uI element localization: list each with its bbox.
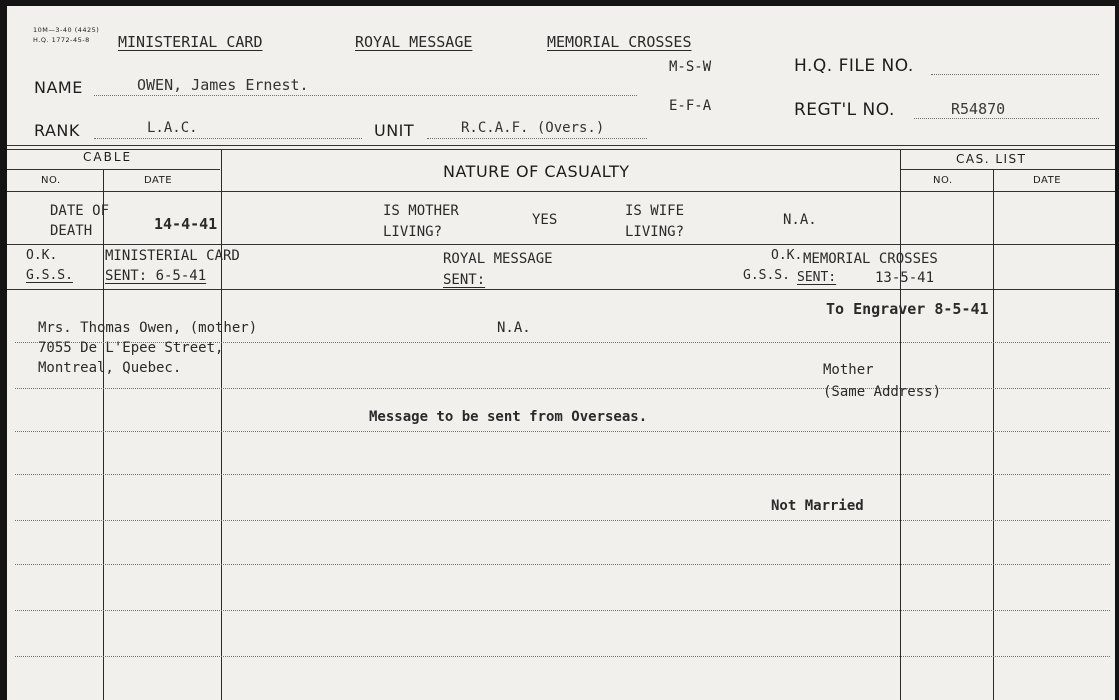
gss-label-2: G.S.S. <box>743 268 790 283</box>
row1-rule <box>7 244 1115 245</box>
unit-value: R.C.A.F. (Overs.) <box>461 120 605 136</box>
name-line <box>94 95 637 96</box>
memorial-crosses-sent-date: 13-5-41 <box>875 270 935 286</box>
header-rule-2 <box>7 149 1115 150</box>
cable-no-heading: NO. <box>41 175 61 186</box>
address-line-3: Montreal, Quebec. <box>38 360 182 376</box>
body-line-5 <box>15 520 1110 521</box>
rank-line <box>94 138 362 139</box>
body-line-2 <box>15 388 1110 389</box>
cas-list-heading: CAS. LIST <box>956 152 1027 166</box>
royal-message-label: ROYAL MESSAGE <box>443 251 553 267</box>
regtl-line <box>914 118 1099 119</box>
wife-living-label-2: LIVING? <box>625 224 685 240</box>
cas-no-heading: NO. <box>933 175 953 186</box>
cas-date-heading: DATE <box>1033 175 1062 186</box>
form-code-1: 10M—3-40 (4425) <box>33 26 100 34</box>
not-married-note: Not Married <box>771 498 864 514</box>
cable-divider <box>221 149 222 700</box>
ministerial-card-heading: MINISTERIAL CARD <box>118 33 263 51</box>
caslist-divider <box>900 149 901 700</box>
overseas-message-note: Message to be sent from Overseas. <box>369 409 648 425</box>
gss-label-1: G.S.S. <box>26 268 73 283</box>
mother-living-label-2: LIVING? <box>383 224 443 240</box>
date-of-death-label-1: DATE OF <box>50 203 110 219</box>
unit-label: UNIT <box>374 121 415 140</box>
memorial-crosses-heading: MEMORIAL CROSSES <box>547 33 692 51</box>
cable-date-heading: DATE <box>144 175 173 186</box>
wife-living-label-1: IS WIFE <box>625 203 685 219</box>
address-line-2: 7055 De L'Epee Street, <box>38 340 224 356</box>
rank-label: RANK <box>34 121 80 140</box>
cable-heading: CABLE <box>83 150 133 164</box>
caslist-no-divider <box>993 169 994 700</box>
body-line-4 <box>15 474 1110 475</box>
ministerial-card-label: MINISTERIAL CARD <box>105 248 240 264</box>
date-of-death-label-2: DEATH <box>50 223 93 239</box>
regtl-label: REGT'L NO. <box>794 100 895 120</box>
form-code-2: H.Q. 1772-45-8 <box>33 36 90 44</box>
regtl-value: R54870 <box>951 100 1006 118</box>
mother-living-label-1: IS MOTHER <box>383 203 459 219</box>
efa-code: E-F-A <box>669 98 712 114</box>
same-address-note: (Same Address) <box>823 384 942 400</box>
row2-rule <box>7 289 1115 290</box>
cable-subrule <box>7 169 220 170</box>
date-of-death-value: 14-4-41 <box>154 215 218 233</box>
mother-living-value: YES <box>532 212 558 228</box>
body-line-3 <box>15 431 1110 432</box>
cable-no-divider <box>103 169 104 700</box>
body-line-8 <box>15 656 1110 657</box>
table-header-rule <box>7 191 1115 192</box>
casualty-card <box>7 6 1115 700</box>
body-line-6 <box>15 564 1110 565</box>
mother-note: Mother <box>823 362 874 378</box>
hq-file-label: H.Q. FILE NO. <box>794 56 914 76</box>
body-line-7 <box>15 610 1110 611</box>
engraver-note: To Engraver 8-5-41 <box>826 300 989 318</box>
royal-message-sent: SENT: <box>443 272 486 288</box>
royal-message-heading: ROYAL MESSAGE <box>355 33 473 51</box>
hq-file-line <box>931 74 1099 75</box>
ok-label-2: O.K. <box>771 248 803 263</box>
memorial-crosses-sent: SENT: <box>797 270 837 285</box>
name-value: OWEN, James Ernest. <box>137 76 309 94</box>
ministerial-card-sent: SENT: 6-5-41 <box>105 268 207 284</box>
name-label: NAME <box>34 78 83 97</box>
caslist-subrule <box>900 169 1115 170</box>
msw-code: M-S-W <box>669 59 712 75</box>
memorial-crosses-label: MEMORIAL CROSSES <box>803 251 938 267</box>
na-note: N.A. <box>497 320 531 336</box>
header-rule-1 <box>7 145 1115 146</box>
unit-line <box>427 138 647 139</box>
ok-label-1: O.K. <box>26 248 58 263</box>
nature-of-casualty-heading: NATURE OF CASUALTY <box>443 162 630 181</box>
wife-living-value: N.A. <box>783 212 817 228</box>
rank-value: L.A.C. <box>147 120 198 136</box>
address-line-1: Mrs. Thomas Owen, (mother) <box>38 320 258 336</box>
